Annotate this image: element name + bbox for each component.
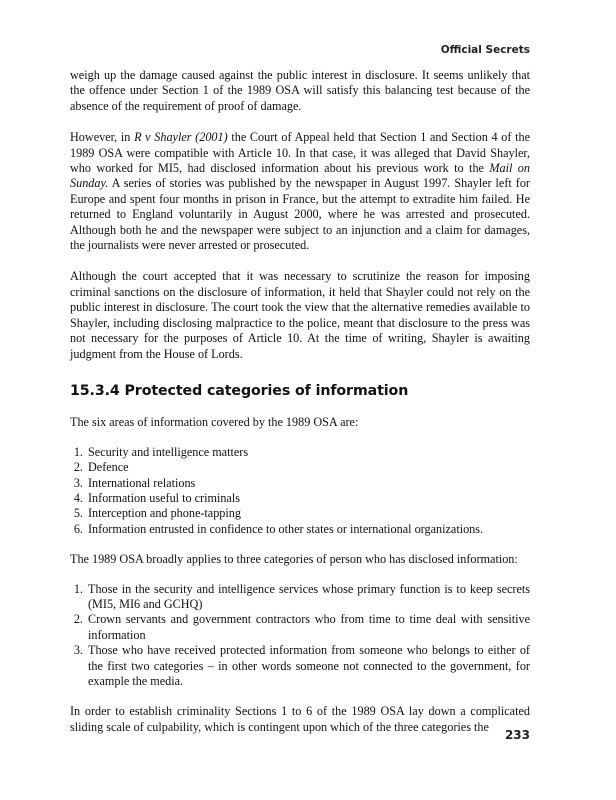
list-item: 5. Interception and phone-tapping [86, 506, 530, 521]
list-item: 4. Information useful to criminals [86, 491, 530, 506]
list-item: 1. Security and intelligence matters [86, 445, 530, 460]
case-citation: R v Shayler (2001) [134, 130, 228, 145]
newspaper-title: Mail on Sunday. [70, 161, 530, 191]
paragraph-shayler [70, 130, 530, 253]
list-item: 2. Defence [86, 460, 530, 475]
list-item: 3. Those who have received protected information from someone who belongs to either of the first two categories – in other words someone not connected to the government, for example the media. [86, 643, 530, 689]
areas-list [70, 445, 530, 537]
paragraph-continued: weigh up the damage caused against the public interest in disclosure. It seems unlikely that the offence under Section 1 of the 1989 OSA will satisfy this balancing test because of the absence of the requirement of proof of damage. [70, 68, 530, 113]
areas-intro: The six areas of information covered by the 1989 OSA are: [70, 415, 359, 430]
running-head: Official Secrets [440, 44, 530, 56]
list-item: 1. Those in the security and intelligence services whose primary function is to keep secrets (MI5, MI6 and GCHQ) [86, 582, 530, 613]
list-item: 6. Information entrusted in confidence to other states or international organizations. [86, 522, 530, 537]
persons-list [70, 582, 530, 690]
persons-intro: The 1989 OSA broadly applies to three categories of person who has disclosed information: [70, 552, 518, 567]
list-item: 3. International relations [86, 476, 530, 491]
paragraph-court: Although the court accepted that it was necessary to scrutinize the reason for imposing criminal sanctions on the disclosure of information, it held that Shayler could not rely on the public interest in disclosure. The court took the view that the alternative remedies available to Shayler, including disclosing malpractice to the police, meant that disclosure to the press was not necessary for the purposes of Article 10. At the time of writing, Shayler is awaiting judgment from the House of Lords. [70, 269, 530, 361]
section-heading: 15.3.4 Protected categories of information [70, 382, 409, 399]
paragraph-text: the Court of Appeal held that Section 1 and Section 4 of the 1989 OSA were compatible with Article 10. In that case, it was alleged that David Shayler, who worked for MI5, had disclosed information about his previous work to the [70, 130, 530, 176]
body-text [70, 68, 530, 751]
paragraph-text: A series of stories was published by the newspaper in August 1997. Shayler left for Europe and spent four months in prison in France, but the attempt to extradite him failed. He returned to England voluntarily in August 2000, where he was arrested and prosecuted. Although both he and the newspaper were subject to an injunction and a claim for damages, the journalists were never arrested or prosecuted. [70, 176, 530, 253]
list-item: 2. Crown servants and government contractors who from time to time deal with sensitive information [86, 612, 530, 643]
paragraph-text: However, in [70, 130, 135, 145]
page-number: 233 [504, 728, 530, 742]
paragraph-final: In order to establish criminality Sections 1 to 6 of the 1989 OSA lay down a complicated sliding scale of culpability, which is contingent upon which of the three categories the [70, 704, 530, 734]
